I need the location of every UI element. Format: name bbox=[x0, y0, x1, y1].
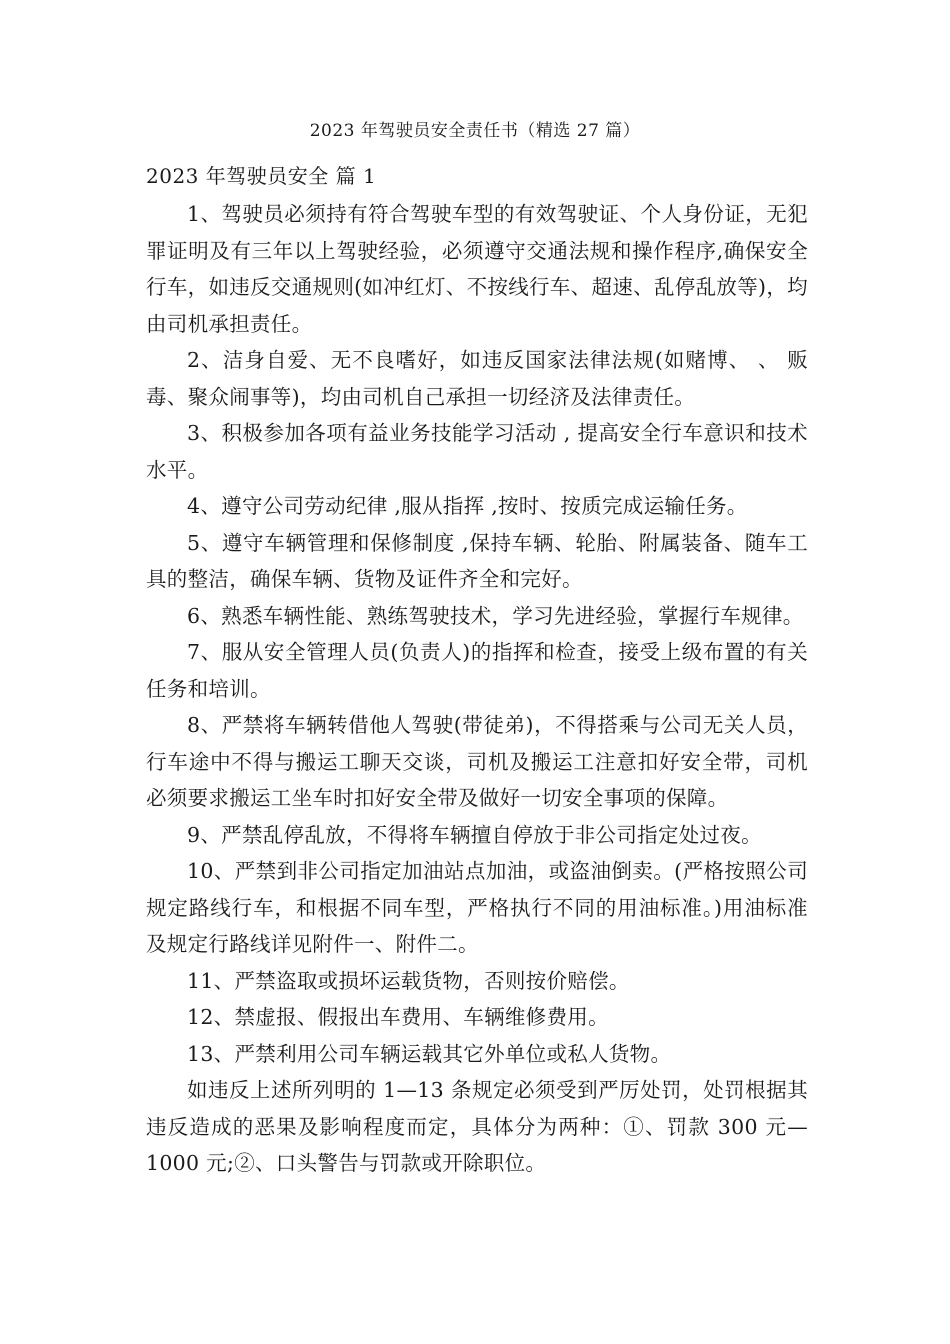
paragraph-rule-11: 11、严禁盗取或损坏运载货物，否则按价赔偿。 bbox=[187, 968, 630, 993]
paragraph-rule-9: 9、严禁乱停乱放，不得将车辆擅自停放于非公司指定处过夜。 bbox=[187, 822, 762, 847]
paragraph-rule-4: 4、遵守公司劳动纪律 ,服从指挥 ,按时、按质完成运输任务。 bbox=[187, 494, 748, 518]
paragraph-rule-8: 8、严禁将车辆转借他人驾驶(带徒弟)，不得搭乘与公司无关人员，行车途中不得与搬运工聊天交谈，司机及搬运工注意扣好安全带，司机必须要求搬运工坐车时扣好安全带及做好一切安全事项的保障。 bbox=[146, 713, 808, 810]
paragraph-rule-1: 1、驾驶员必须持有符合驾驶车型的有效驾驶证、个人身份证，无犯罪证明及有三年以上驾驶经验，必须遵守交通法规和操作程序,确保安全行车，如违反交通规则(如冲红灯、不按线行车、超速、乱停乱放等)，均由司机承担责任。 bbox=[146, 202, 808, 336]
paragraph-rule-12: 12、禁虚报、假报出车费用、车辆维修费用。 bbox=[187, 1005, 609, 1029]
document-body bbox=[146, 196, 808, 1182]
document-title: 2023 年驾驶员安全责任书（精选 27 篇） bbox=[309, 121, 641, 141]
paragraph-rule-5: 5、遵守车辆管理和保修制度 ,保持车辆、轮胎、附属装备、随车工具的整洁，确保车辆、货物及证件齐全和完好。 bbox=[146, 530, 808, 591]
paragraph-penalty: 如违反上述所列明的 1—13 条规定必须受到严厉处罚，处罚根据其违反造成的恶果及影响程度而定，具体分为两种：①、罚款 300 元—1000 元;②、口头警告与罚款或开除职位。 bbox=[146, 1078, 808, 1175]
paragraph-rule-13: 13、严禁利用公司车辆运载其它外单位或私人货物。 bbox=[187, 1041, 672, 1066]
section-heading: 2023 年驾驶员安全 篇 1 bbox=[146, 164, 377, 188]
paragraph-rule-6: 6、熟悉车辆性能、熟练驾驶技术，学习先进经验，掌握行车规律。 bbox=[187, 603, 804, 628]
paragraph-rule-2: 2、洁身自爱、无不良嗜好，如违反国家法律法规(如赌博、 、 贩毒、聚众闹事等)，均由司机自己承担一切经济及法律责任。 bbox=[146, 348, 808, 409]
paragraph-rule-10: 10、严禁到非公司指定加油站点加油，或盗油倒卖。(严格按照公司规定路线行车，和根据不同车型，严格执行不同的用油标准。)用油标准及规定行路线详见附件一、附件二。 bbox=[146, 859, 808, 956]
paragraph-rule-3: 3、积极参加各项有益业务技能学习活动 , 提高安全行车意识和技术水平。 bbox=[146, 421, 808, 482]
paragraph-rule-7: 7、服从安全管理人员(负责人)的指挥和检查，接受上级布置的有关任务和培训。 bbox=[146, 640, 808, 701]
